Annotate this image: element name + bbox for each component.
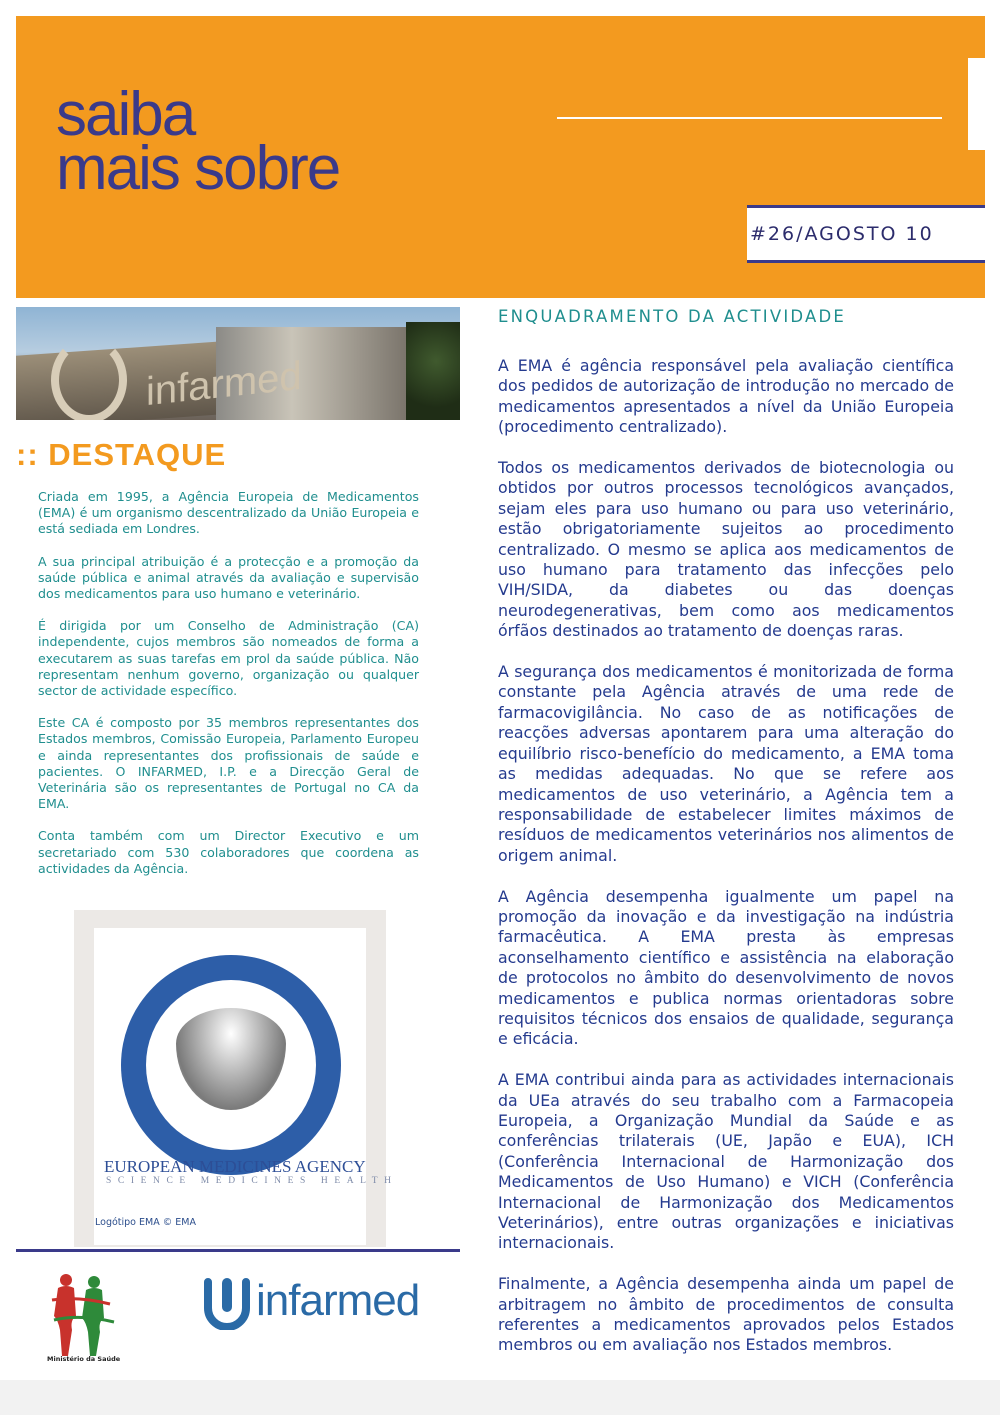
- ema-logo-caption: Logótipo EMA © EMA: [95, 1217, 196, 1228]
- issue-box: [747, 205, 985, 263]
- main-body: [498, 356, 954, 1376]
- infarmed-wordmark: infarmed: [256, 1276, 420, 1325]
- main-paragraph: A segurança dos medicamentos é monitorizada de forma constante pela Agência através de uma rede de farmacovigilância. No caso de as notificações de reacções adversas apontarem para uma alteração do equilíbrio risco-benefício do medicamento, a EMA toma as medidas adequadas. No que se refere aos medicamentos de uso veterinário, a Agência tem a responsabilidade de estabelecer limites máximos de resíduos de medicamentos veterinários nos alimentos de origem animal.: [498, 662, 954, 865]
- destaque-paragraph: A sua principal atribuição é a protecção e a promoção da saúde pública e animal através da avaliação e supervisão dos medicamentos para uso humano e veterinário.: [38, 553, 419, 602]
- ministry-caption: Ministério da Saúde: [47, 1355, 121, 1363]
- ema-tagline: SCIENCE MEDICINES HEALTH: [106, 1176, 398, 1186]
- destaque-body: [38, 489, 419, 893]
- photo-tree: [406, 322, 460, 420]
- issue-number: #26/AGOSTO 10: [750, 223, 934, 245]
- page-title: [56, 80, 340, 203]
- destaque-paragraph: Este CA é composto por 35 membros representantes dos Estados membros, Comissão Europeia, Parlamento Europeu e ainda representantes dos profissionais de saúde e pacientes. O INFARMED, I.P. e a Direcção Geral de Veterinária são os representantes de Portugal no CA da EMA.: [38, 715, 419, 812]
- infarmed-mark-icon: [202, 1274, 252, 1330]
- section-title: ENQUADRAMENTO DA ACTIVIDADE: [498, 307, 847, 326]
- title-line-2: mais sobre: [56, 134, 340, 203]
- destaque-paragraph: Conta também com um Director Executivo e um secretariado com 530 colaboradores que coordena as actividades da Agência.: [38, 828, 419, 876]
- destaque-heading: :: DESTAQUE: [16, 437, 227, 472]
- infarmed-building-photo: [16, 307, 460, 420]
- main-paragraph: A EMA contribui ainda para as actividades internacionais da UEa através do seu trabalho com a Farmacopeia Europeia, a Organização Mundial da Saúde e as conferências trilaterais (UE, Japão e EUA), ICH (Conferência Internacional de Harmonização dos Medicamentos de Uso Humano) e VICH (Conferência Internacional de Harmonização dos Medicamentos Veterinários), entre outras organizações e iniciativas internacionais.: [498, 1070, 954, 1253]
- header-notch: [968, 58, 985, 150]
- bottom-strip: [0, 1380, 1000, 1415]
- main-paragraph: Todos os medicamentos derivados de biotecnologia ou obtidos por outros processos tecnológicos avançados, sejam eles para uso humano ou para uso veterinário, estão obrigatoriamente sujeitos ao procedimento centralizado. O mesmo se aplica aos medicamentos de uso humano para tratamento das infecções pelo VIH/SIDA, da diabetes ou das doenças neurodegenerativas, bem como aos medicamentos órfãos destinados ao tratamento de doenças raras.: [498, 458, 954, 641]
- destaque-paragraph: É dirigida por um Conselho de Administração (CA) independente, cujos membros são nomeados de forma a executarem as suas tarefas em prol da saúde pública. Não representam nenhum governo, organização ou qualquer sector de actividade específico.: [38, 618, 419, 699]
- main-paragraph: A Agência desempenha igualmente um papel na promoção da inovação e da investigação na indústria farmacêutica. A EMA presta às empresas aconselhamento científico e assistência na elaboração de protocolos no âmbito do desenvolvimento de novos medicamentos e publica normas orientadoras sobre requisitos técnicos dos ensaios de qualidade, segurança e eficácia.: [498, 886, 954, 1049]
- photo-sign-text: infarmed: [146, 353, 302, 415]
- main-paragraph: A EMA é agência responsável pela avaliação científica dos pedidos de autorização de introdução no mercado de medicamentos apresentados a nível da União Europeia (procedimento centralizado).: [498, 356, 954, 437]
- destaque-paragraph: Criada em 1995, a Agência Europeia de Medicamentos (EMA) é um organismo descentralizado da União Europeia e está sediada em Londres.: [38, 489, 419, 537]
- ema-name: EUROPEAN MEDICINES AGENCY: [104, 1157, 366, 1176]
- left-divider: [16, 1249, 460, 1252]
- ministerio-saude-logo-icon: [48, 1270, 120, 1362]
- photo-logo-ring: [51, 337, 127, 420]
- title-line-1: saiba: [56, 80, 195, 149]
- header-rule: [557, 117, 942, 119]
- main-paragraph: Finalmente, a Agência desempenha ainda um papel de arbitragem no âmbito de procedimentos de consulta referentes a medicamentos aprovados pelos Estados membros ou em avaliação nos Estados membros.: [498, 1274, 954, 1355]
